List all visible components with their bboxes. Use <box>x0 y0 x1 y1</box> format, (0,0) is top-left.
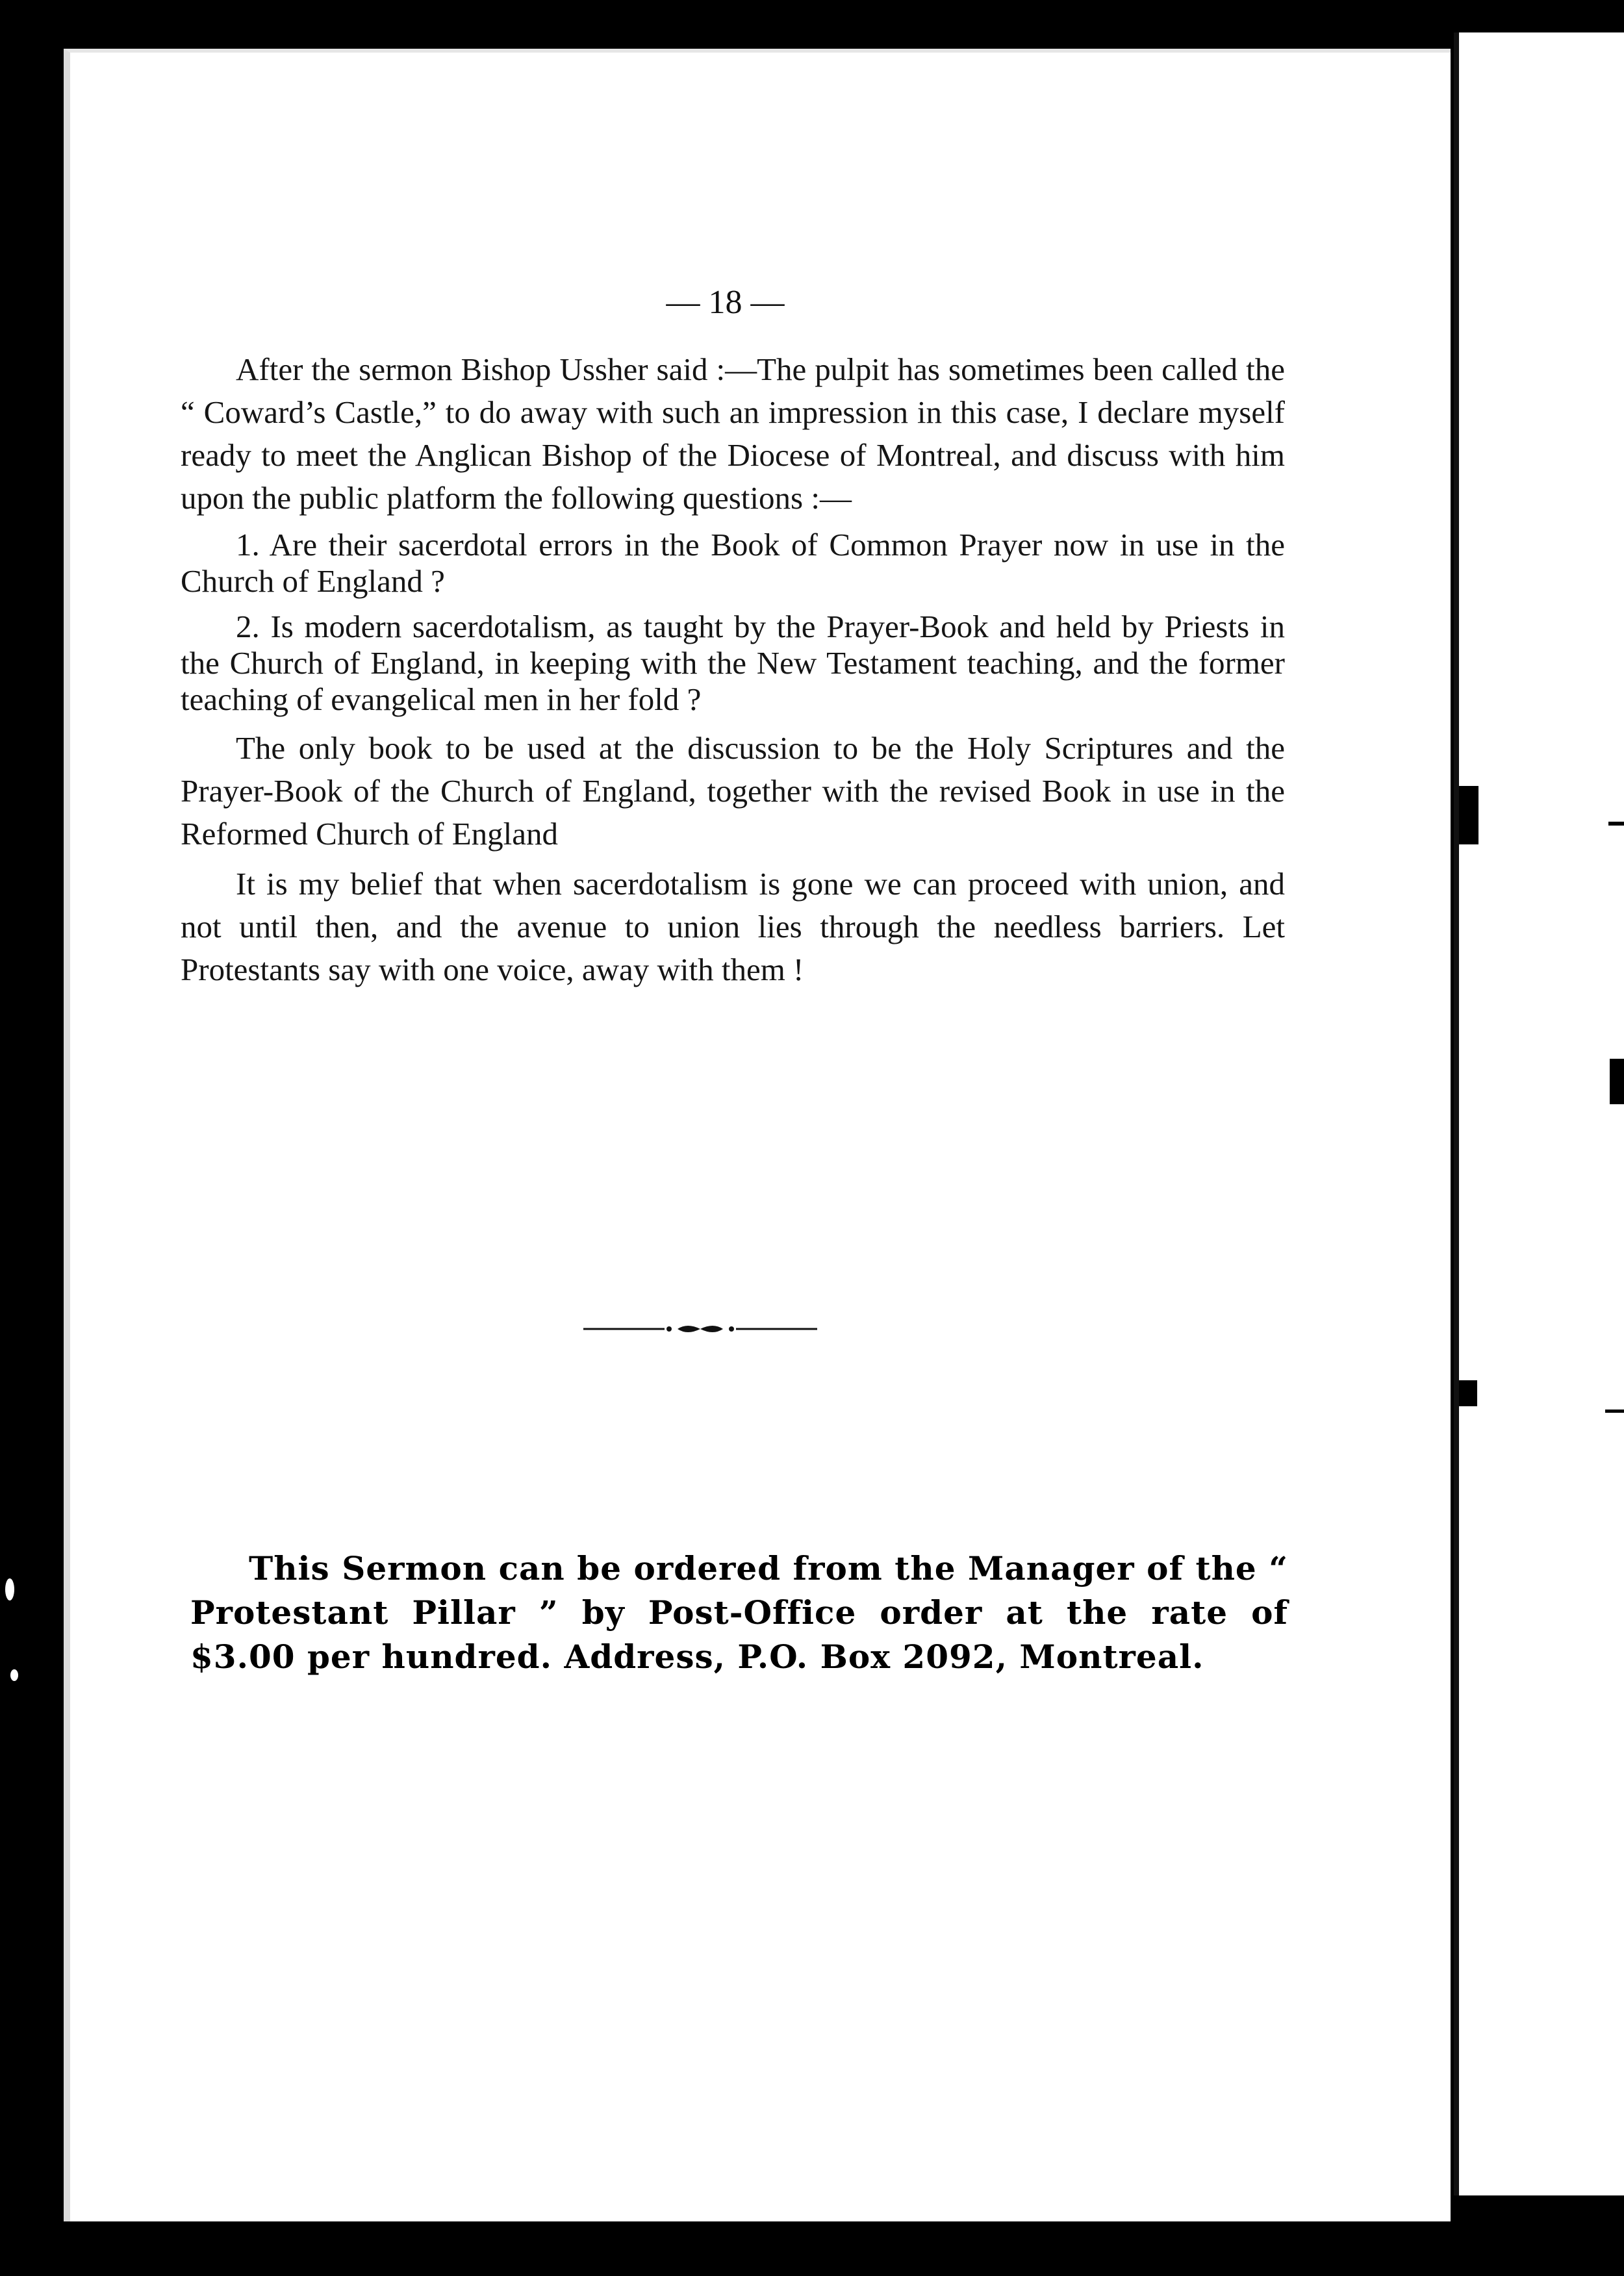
scan-speck <box>149 2137 155 2142</box>
left-page <box>64 49 1451 2221</box>
page-number: — 18 — <box>666 284 785 321</box>
paragraph-books: The only book to be used at the discussion to be the Holy Scriptures and the Prayer-Book of the Church of England, together with the revised Book in use in the Reformed Church of England <box>181 730 1285 852</box>
page-mark <box>1459 1380 1477 1406</box>
paragraph-intro: After the sermon Bishop Ussher said :—The pulpit has sometimes been called the “ Coward’s Castle,” to do away with such an impression in this case, I declare myself ready to meet the Anglican Bishop of the Diocese of Montreal, and discuss with him upon the public platform the following questions :— <box>181 351 1285 516</box>
scan-speck <box>10 1669 18 1681</box>
page-mark <box>1610 1059 1624 1104</box>
page-mark <box>1605 1410 1624 1413</box>
ordering-notice-text: This Sermon can be ordered from the Manager of the “ Protestant Pillar ” by Post-Office order at the rate of $3.00 per hundred. Address, P.O. Box 2092, Montreal. <box>190 1549 1288 1676</box>
page-mark <box>1459 786 1478 844</box>
scan-speck <box>149 2156 155 2162</box>
ordering-notice <box>190 1547 1288 1679</box>
paragraph-belief: It is my belief that when sacerdotalism is gone we can proceed with union, and not until then, and the avenue to union lies through the needless barriers. Let Protestants say with one voice, away with them ! <box>181 866 1285 987</box>
scan-speck <box>5 1578 14 1600</box>
page-mark <box>1608 822 1624 826</box>
ornamental-rule-icon <box>583 1319 817 1339</box>
sermon-text <box>181 348 1285 998</box>
question-2: 2. Is modern sacerdotalism, as taught by the Prayer-Book and held by Priests in the Church of England, in keeping with the New Testament teaching, and the former teaching of evangelical men in her fold ? <box>181 609 1285 717</box>
right-page-edge <box>1454 32 1624 2195</box>
question-1: 1. Are their sacerdotal errors in the Book of Common Prayer now in use in the Church of England ? <box>181 527 1285 599</box>
